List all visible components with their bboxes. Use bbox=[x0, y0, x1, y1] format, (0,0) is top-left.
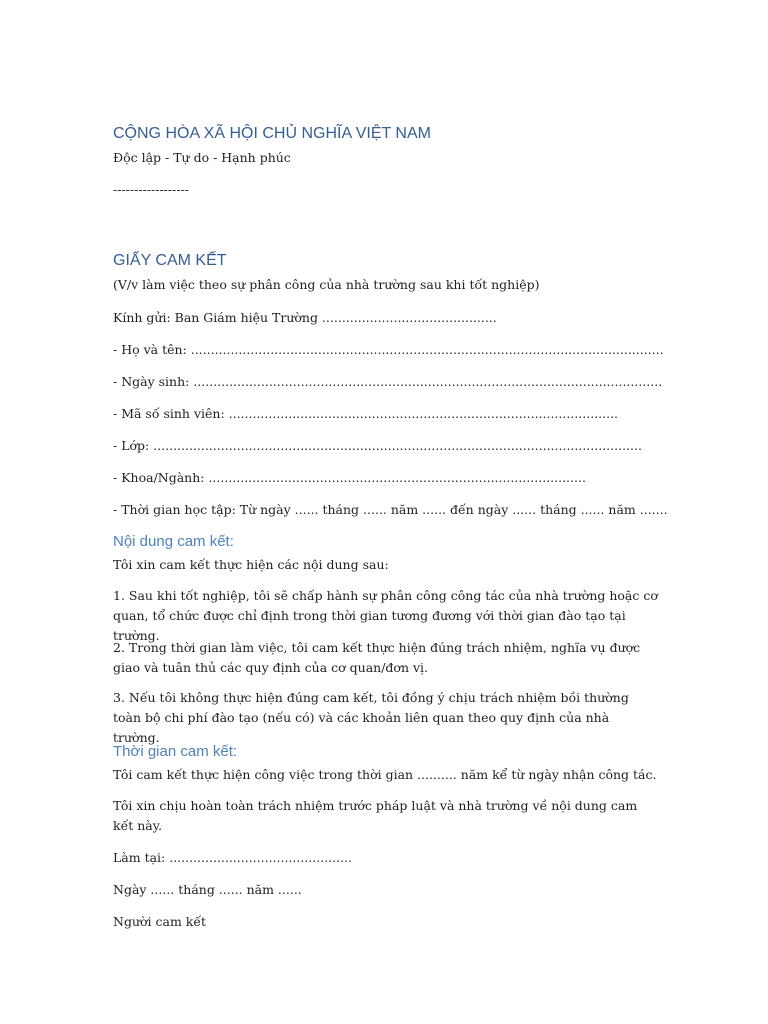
document-subject: (V/v làm việc theo sự phân công của nhà trường sau khi tốt nghiệp) bbox=[113, 277, 540, 292]
commitment-item-3: 3. Nếu tôi không thực hiện đúng cam kết, tôi đồng ý chịu trách nhiệm bồi thường toàn bộ chi phí đào tạo (nếu có) và các khoản liên quan theo quy định của nhà trường. bbox=[113, 690, 629, 745]
field-study-period: - Thời gian học tập: Từ ngày ...... tháng ...... năm ...... đến ngày ...... tháng ...... năm ....... bbox=[113, 502, 668, 517]
duration-text: Tôi cam kết thực hiện công việc trong thời gian .......... năm kể từ ngày nhận công tác. bbox=[113, 767, 657, 782]
commitment-item-2: 2. Trong thời gian làm việc, tôi cam kết thực hiện đúng trách nhiệm, nghĩa vụ được giao và tuân thủ các quy định của cơ quan/đơn vị. bbox=[113, 640, 641, 675]
responsibility-statement: Tôi xin chịu hoàn toàn trách nhiệm trước pháp luật và nhà trường về nội dung cam kết này. bbox=[113, 798, 638, 833]
commitment-item-1: 1. Sau khi tốt nghiệp, tôi sẽ chấp hành sự phân công công tác của nhà trường hoặc cơ quan, tổ chức được chỉ định trong thời gian tương đương với thời gian đào tạo tại trường. bbox=[113, 588, 658, 643]
date-line: Ngày ...... tháng ...... năm ...... bbox=[113, 882, 302, 897]
field-faculty-major: - Khoa/Ngành: ............................................................................................... bbox=[113, 470, 586, 485]
national-motto: Độc lập - Tự do - Hạnh phúc bbox=[113, 150, 291, 165]
document-title: GIẤY CAM KẾT bbox=[113, 252, 227, 269]
place-line: Làm tại: .............................................. bbox=[113, 850, 353, 865]
field-class: - Lớp: ........................................................................................................................... bbox=[113, 438, 642, 453]
divider-line: ------------------ bbox=[113, 182, 190, 197]
country-name: CỘNG HÒA XÃ HỘI CHỦ NGHĨA VIỆT NAM bbox=[113, 125, 431, 142]
field-full-name: - Họ và tên: ....................................................................................................................... bbox=[113, 342, 664, 357]
field-student-id: - Mã số sinh viên: .................................................................................................. bbox=[113, 406, 619, 421]
recipient-line: Kính gửi: Ban Giám hiệu Trường ............................................ bbox=[113, 310, 497, 325]
signer-label: Người cam kết bbox=[113, 914, 207, 929]
content-heading: Nội dung cam kết: bbox=[113, 533, 234, 550]
duration-heading: Thời gian cam kết: bbox=[113, 743, 238, 760]
content-intro: Tôi xin cam kết thực hiện các nội dung sau: bbox=[113, 557, 389, 572]
field-birth-date: - Ngày sinh: ...................................................................................................................... bbox=[113, 374, 663, 389]
